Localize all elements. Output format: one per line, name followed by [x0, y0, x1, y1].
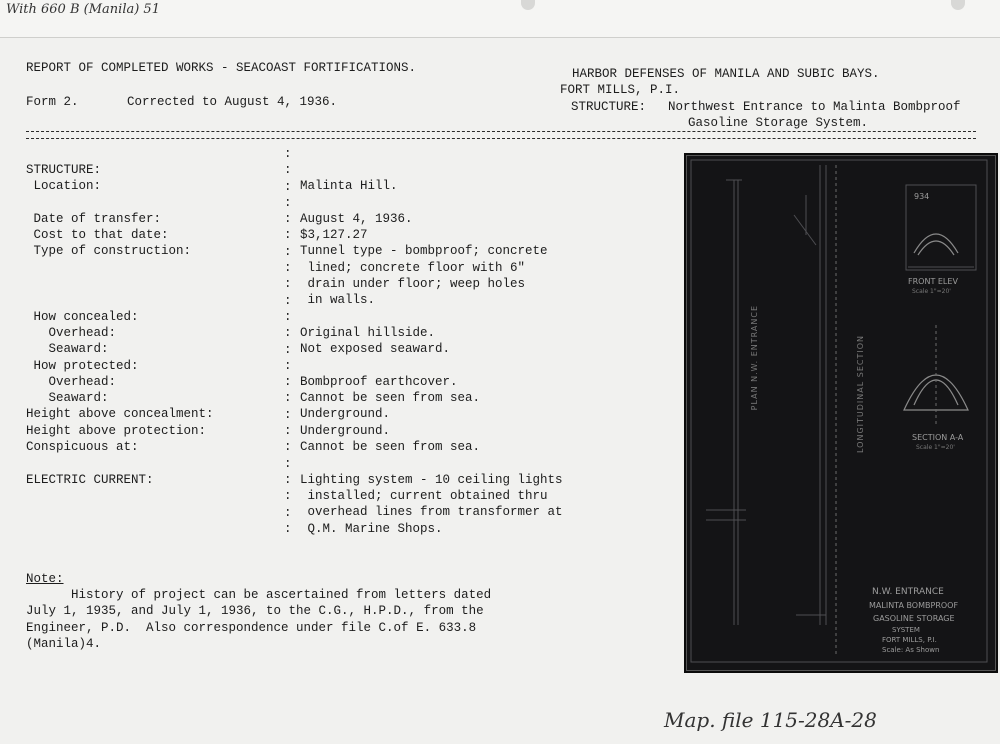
title-block-line-6: Scale: As Shown: [882, 646, 940, 654]
structure-line-2: Gasoline Storage System.: [688, 116, 869, 130]
title-block-line-4: SYSTEM: [892, 626, 920, 634]
header-separator: [26, 131, 976, 139]
report-title: REPORT OF COMPLETED WORKS - SEACOAST FORTIFICATIONS.: [26, 61, 417, 75]
structure-label: STRUCTURE:: [571, 100, 647, 114]
section-aa-label: SECTION A-A: [912, 433, 964, 442]
field-labels: STRUCTURE: Location: Date of transfer: Cost to that date: Type of construction: How concealed: Overhead: Seaward: How protected: Overhead: Seaward: Height above concealment: Height above protection: Conspicuous at: ELECTRIC CURRENT:: [26, 163, 214, 487]
field-colons: : : : : : : : : : : : : : : : : : : : : : : : :: [284, 147, 292, 536]
form-number: Form 2.: [26, 95, 79, 109]
longitudinal-section-label: LONGITUDINAL SECTION: [856, 335, 865, 453]
note-label: Note:: [26, 572, 64, 586]
front-elevation-label: FRONT ELEV: [908, 277, 958, 286]
title-block-line-5: FORT MILLS, P.I.: [882, 636, 937, 644]
title-block-line-3: GASOLINE STORAGE: [873, 614, 955, 623]
structure-line-1: Northwest Entrance to Malinta Bombproof: [668, 100, 961, 114]
fort-name: FORT MILLS, P.I.: [560, 83, 681, 97]
plan-label: PLAN N.W. ENTRANCE: [750, 305, 759, 411]
harbor-defenses: HARBOR DEFENSES OF MANILA AND SUBIC BAYS.: [572, 67, 880, 81]
title-block-line-1: N.W. ENTRANCE: [872, 587, 944, 597]
title-block-line-2: MALINTA BOMBPROOF: [869, 601, 959, 610]
handwritten-annotation-top: With 660 B (Manila) 51: [6, 2, 160, 17]
note-text: History of project can be ascertained from letters dated July 1, 1935, and July 1, 1936, to the C.G., H.P.D., from the Engineer, P.D. Also correspondence under file C.of E. 633.8 (Manila)4.: [26, 588, 492, 651]
dim-label: 934: [914, 192, 930, 201]
corrected-date: Corrected to August 4, 1936.: [127, 95, 338, 109]
section-aa-scale: Scale 1"=20': [916, 444, 955, 451]
front-elevation-scale: Scale 1"=20': [912, 288, 951, 295]
drawing-photo: [684, 153, 998, 673]
handwritten-annotation-bottom: Map. file 115-28A-28: [664, 708, 877, 732]
field-values: Malinta Hill. August 4, 1936. $3,127.27 Tunnel type - bombproof; concrete lined; concrete floor with 6" drain under floor; weep holes in walls. Original hillside. Not exposed seaward. Bombproof earthcover. Cannot be seen from sea. Underground. Underground. Cannot be seen from sea. Lighting system - 10 ceiling lights installed; current obtained thru overhead lines from transformer at Q.M. Marine Shops.: [300, 179, 563, 536]
drawing-lines: [686, 155, 992, 667]
